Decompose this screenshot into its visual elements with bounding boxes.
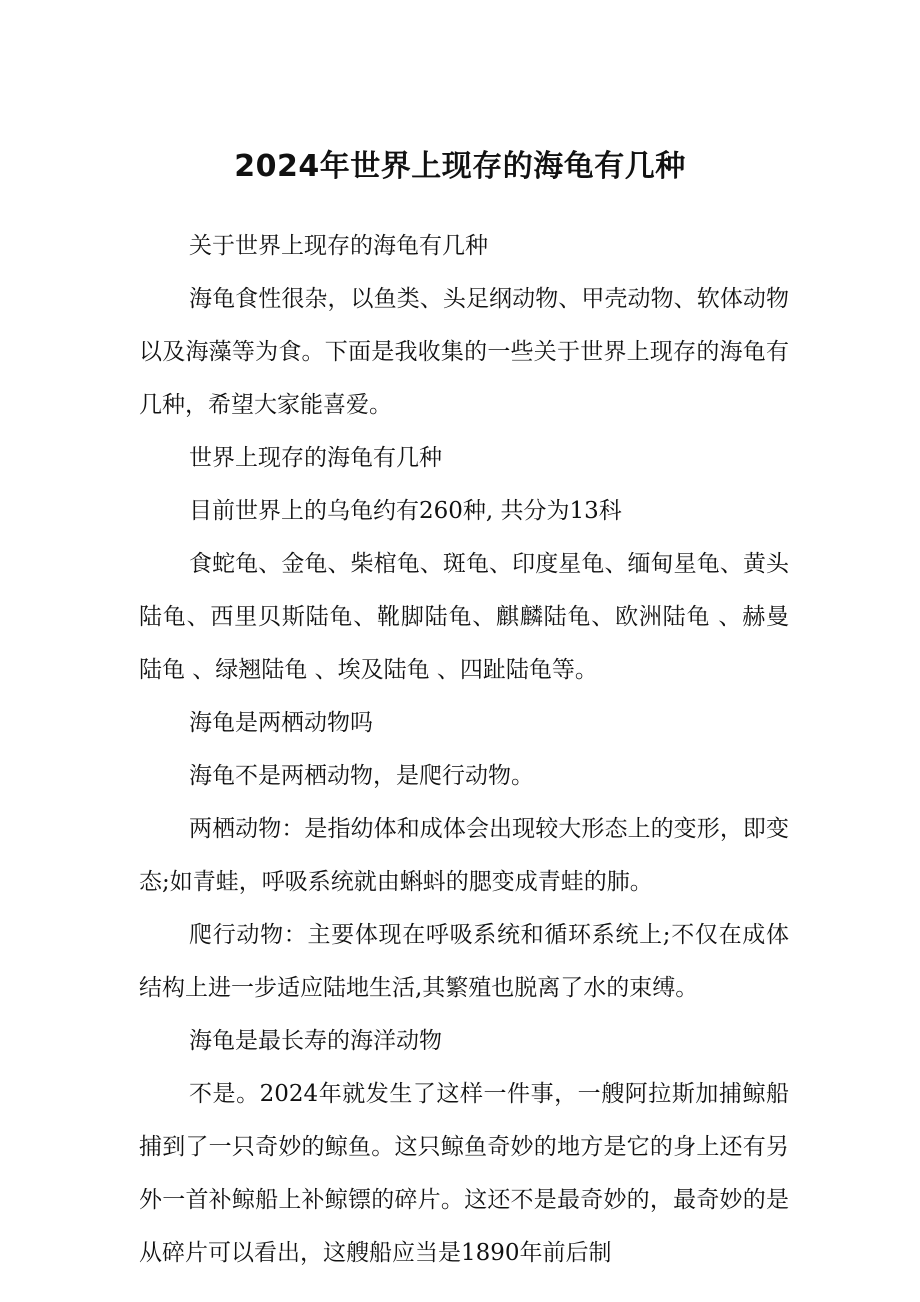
paragraph: 海龟是两栖动物吗	[189, 710, 373, 736]
paragraph: 世界上现存的海龟有几种	[189, 445, 442, 471]
paragraph: 海龟是最长寿的海洋动物	[189, 1028, 442, 1054]
paragraph: 目前世界上的乌龟约有260种, 共分为13科	[189, 498, 622, 524]
paragraph: 两栖动物：是指幼体和成体会出现较大形态上的变形，即变态;如青蛙，呼吸系统就由蝌蚪的腮变成青蛙的肺。	[139, 816, 789, 895]
document-title: 2024年世界上现存的海龟有几种	[234, 149, 686, 184]
paragraph: 关于世界上现存的海龟有几种	[189, 233, 488, 259]
document-body	[139, 220, 789, 1280]
paragraph: 海龟食性很杂，以鱼类、头足纲动物、甲壳动物、软体动物以及海藻等为食。下面是我收集的一些关于世界上现存的海龟有几种，希望大家能喜爱。	[139, 286, 789, 418]
paragraph: 爬行动物：主要体现在呼吸系统和循环系统上;不仅在成体结构上进一步适应陆地生活,其繁殖也脱离了水的束缚。	[139, 922, 789, 1001]
paragraph: 食蛇龟、金龟、柴棺龟、斑龟、印度星龟、缅甸星龟、黄头陆龟、西里贝斯陆龟、靴脚陆龟、麒麟陆龟、欧洲陆龟 、赫曼陆龟 、绿翘陆龟 、埃及陆龟 、四趾陆龟等。	[139, 551, 789, 683]
paragraph: 海龟不是两栖动物，是爬行动物。	[189, 763, 534, 789]
paragraph: 不是。2024年就发生了这样一件事，一艘阿拉斯加捕鲸船捕到了一只奇妙的鲸鱼。这只鲸鱼奇妙的地方是它的身上还有另外一首补鲸船上补鲸镖的碎片。这还不是最奇妙的，最奇妙的是从碎片可以看出，这艘船应当是1890年前后制	[139, 1081, 789, 1266]
